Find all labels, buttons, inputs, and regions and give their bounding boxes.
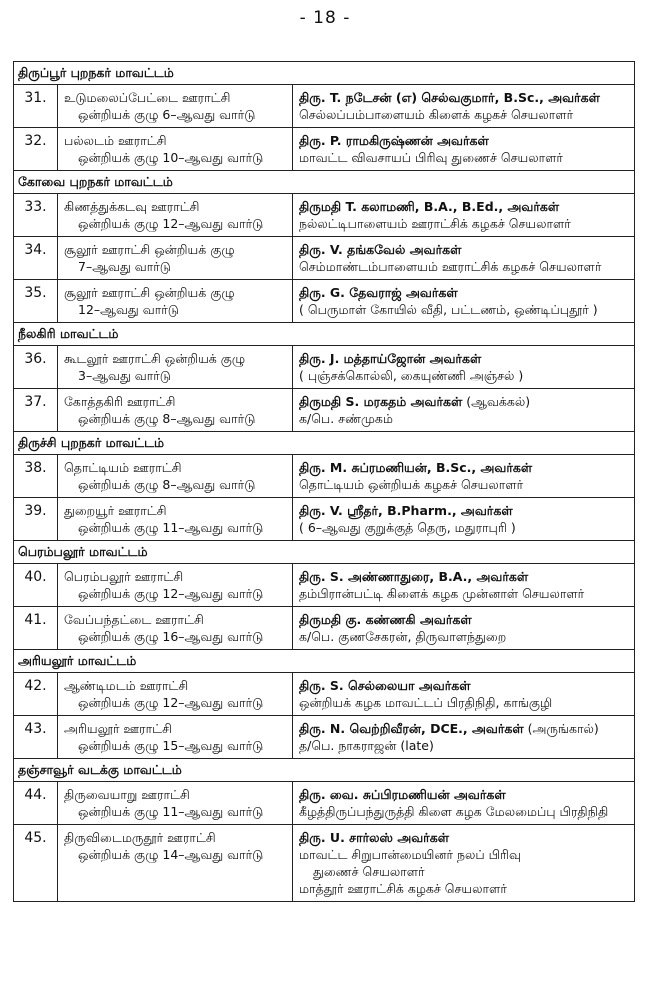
serial-number: 45. [14,825,58,902]
candidate-cell [293,782,635,825]
candidate-detail: த/பெ. நாகராஜன் (late) [299,738,434,753]
serial-number: 38. [14,455,58,498]
candidate-detail: ஒன்றியக் கழக மாவட்டப் பிரதிநிதி, காங்குழி [299,695,553,710]
table-row [14,782,635,825]
candidate-detail: நல்லட்டிபாளையம் ஊராட்சிக் கழகச் செயலாளர் [299,216,571,231]
candidate-name [299,829,630,846]
ward-cell [58,564,293,607]
candidate-cell [293,389,635,432]
district-heading: தஞ்சாவூர் வடக்கு மாவட்டம் [14,759,635,782]
candidate-detail: தொட்டியம் ஒன்றியக் கழகச் செயலாளர் [299,477,524,492]
ward-number: 3–ஆவது வார்டு [78,368,171,383]
district-heading: நீலகிரி மாவட்டம் [14,323,635,346]
district-heading: திருச்சி புறநகர் மாவட்டம் [14,432,635,455]
ward-number: ஒன்றியக் குழு 15–ஆவது வார்டு [78,738,264,753]
ward-union: உடுமலைப்பேட்டை ஊராட்சி [64,90,231,105]
ward-cell [58,237,293,280]
ward-union: துறையூர் ஊராட்சி [64,503,167,518]
ward-number: 12–ஆவது வார்டு [78,302,179,317]
serial-number: 32. [14,128,58,171]
ward-number: ஒன்றியக் குழு 16–ஆவது வார்டு [78,629,264,644]
candidate-name-text: திரு. G. தேவராஜ் அவர்கள் [299,285,458,300]
ward-cell [58,825,293,902]
ward-number: ஒன்றியக் குழு 8–ஆவது வார்டு [78,477,256,492]
ward-number: ஒன்றியக் குழு 14–ஆவது வார்டு [78,847,264,862]
candidate-name [299,611,630,628]
candidate-cell [293,455,635,498]
ward-cell [58,455,293,498]
candidate-detail: தம்பிரான்பட்டி கிளைக் கழக முன்னாள் செயலாளர் [299,586,585,601]
table-row [14,237,635,280]
ward-number: ஒன்றியக் குழு 8–ஆவது வார்டு [78,411,256,426]
table-row [14,455,635,498]
ward-union: கோத்தகிரி ஊராட்சி [64,394,176,409]
ward-cell [58,498,293,541]
candidate-detail: ( பெருமாள் கோயில் வீதி, பட்டணம், ஒண்டிப்புதூர் ) [299,302,598,317]
ward-union: தொட்டியம் ஊராட்சி [64,460,182,475]
district-row [14,323,635,346]
candidate-detail: கீழத்திருப்பந்துருத்தி கிளை கழக மேலமைப்பு பிரதிநிதி [299,804,609,819]
table-row [14,128,635,171]
table-row [14,607,635,650]
serial-number: 44. [14,782,58,825]
table-row [14,346,635,389]
candidate-name [299,459,630,476]
ward-union: திருவிடைமருதூர் ஊராட்சி [64,830,216,845]
ward-union: அரியலூர் ஊராட்சி [64,721,172,736]
candidate-name-text: திரு. V. ஸ்ரீதர், B.Pharm., அவர்கள் [299,503,513,518]
district-row [14,62,635,85]
candidate-name-text: திருமதி T. கலாமணி, B.A., B.Ed., அவர்கள் [299,199,560,214]
candidate-detail: மாத்தூர் ஊராட்சிக் கழகச் செயலாளர் [299,881,507,896]
ward-number: ஒன்றியக் குழு 6–ஆவது வார்டு [78,107,256,122]
ward-union: சூலூர் ஊராட்சி ஒன்றியக் குழு [64,242,235,257]
candidate-cell [293,673,635,716]
candidate-name [299,89,630,106]
ward-number: ஒன்றியக் குழு 11–ஆவது வார்டு [78,804,264,819]
candidate-table [13,61,635,902]
candidate-name-text: திரு. வை. சுப்பிரமணியன் அவர்கள் [299,787,506,802]
serial-number: 37. [14,389,58,432]
candidate-name [299,198,630,215]
ward-cell [58,346,293,389]
ward-union: திருவையாறு ஊராட்சி [64,787,190,802]
ward-cell [58,128,293,171]
table-row [14,825,635,902]
candidate-detail: மாவட்ட சிறுபான்மையினர் நலப் பிரிவு [299,847,521,862]
ward-cell [58,85,293,128]
candidate-name-text: திரு. J. மத்தாய்ஜோன் அவர்கள் [299,351,482,366]
ward-cell [58,782,293,825]
serial-number: 43. [14,716,58,759]
serial-number: 36. [14,346,58,389]
serial-number: 34. [14,237,58,280]
candidate-name [299,720,630,737]
district-row [14,541,635,564]
candidate-detail: செல்லப்பம்பாளையம் கிளைக் கழகச் செயலாளர் [299,107,574,122]
ward-union: கூடலூர் ஊராட்சி ஒன்றியக் குழு [64,351,246,366]
candidate-cell [293,280,635,323]
candidate-name [299,786,630,803]
ward-union: ஆண்டிமடம் ஊராட்சி [64,678,189,693]
table-row [14,564,635,607]
ward-cell [58,607,293,650]
candidate-name [299,132,630,149]
district-row [14,759,635,782]
ward-number: ஒன்றியக் குழு 11–ஆவது வார்டு [78,520,264,535]
candidate-detail: செம்மாண்டம்பாளையம் ஊராட்சிக் கழகச் செயலாளர் [299,259,602,274]
candidate-name-text: திரு. V. தங்கவேல் அவர்கள் [299,242,462,257]
candidate-place: (அருங்கால்) [523,721,599,736]
ward-union: கிணத்துக்கடவு ஊராட்சி [64,199,200,214]
candidate-name [299,502,630,519]
candidate-cell [293,85,635,128]
ward-union: பல்லடம் ஊராட்சி [64,133,167,148]
candidate-name-text: திரு. S. செல்லையா அவர்கள் [299,678,471,693]
serial-number: 42. [14,673,58,716]
candidate-name-text: திருமதி கு. கண்ணகி அவர்கள் [299,612,472,627]
ward-number: 7–ஆவது வார்டு [78,259,171,274]
candidate-name-text: திருமதி S. மரகதம் அவர்கள் [299,394,463,409]
candidate-name [299,568,630,585]
candidate-cell [293,825,635,902]
candidate-cell [293,128,635,171]
serial-number: 39. [14,498,58,541]
page-number: - 18 - [299,8,351,28]
candidate-cell [293,237,635,280]
table-row [14,673,635,716]
ward-number: ஒன்றியக் குழு 10–ஆவது வார்டு [78,150,264,165]
candidate-name-text: திரு. M. சுப்ரமணியன், B.Sc., அவர்கள் [299,460,533,475]
candidate-cell [293,607,635,650]
candidate-name-text: திரு. U. சார்லஸ் அவர்கள் [299,830,449,845]
serial-number: 41. [14,607,58,650]
candidate-cell [293,716,635,759]
candidate-name-text: திரு. S. அண்ணாதுரை, B.A., அவர்கள் [299,569,529,584]
table-row [14,498,635,541]
candidate-name [299,393,630,410]
candidate-name-text: திரு. T. நடேசன் (எ) செல்வகுமார், B.Sc., அவர்கள் [299,90,600,105]
candidate-detail: ( புஞ்சக்கொல்லி, கையுண்ணி அஞ்சல் ) [299,368,524,383]
ward-number: ஒன்றியக் குழு 12–ஆவது வார்டு [78,695,264,710]
ward-number: ஒன்றியக் குழு 12–ஆவது வார்டு [78,216,264,231]
candidate-name [299,284,630,301]
candidate-name [299,677,630,694]
ward-number: ஒன்றியக் குழு 12–ஆவது வார்டு [78,586,264,601]
candidate-name [299,350,630,367]
ward-union: வேப்பந்தட்டை ஊராட்சி [64,612,204,627]
table-row [14,85,635,128]
serial-number: 35. [14,280,58,323]
candidate-cell [293,194,635,237]
candidate-cell [293,346,635,389]
district-heading: அரியலூர் மாவட்டம் [14,650,635,673]
candidate-name-text: திரு. P. ராமகிருஷ்ணன் அவர்கள் [299,133,489,148]
ward-cell [58,389,293,432]
district-heading: பெரம்பலூர் மாவட்டம் [14,541,635,564]
table-row [14,194,635,237]
district-heading: திருப்பூர் புறநகர் மாவட்டம் [14,62,635,85]
candidate-place: (ஆவக்கல்) [462,394,531,409]
ward-cell [58,194,293,237]
candidate-detail: ( 6–ஆவது குறுக்குத் தெரு, மதுராபுரி ) [299,520,516,535]
candidate-detail: மாவட்ட விவசாயப் பிரிவு துணைச் செயலாளர் [299,150,563,165]
candidate-name [299,241,630,258]
candidate-detail: க/பெ. சண்முகம் [299,411,393,426]
ward-cell [58,280,293,323]
candidate-cell [293,498,635,541]
ward-cell [58,716,293,759]
district-heading: கோவை புறநகர் மாவட்டம் [14,171,635,194]
district-row [14,650,635,673]
serial-number: 31. [14,85,58,128]
table-row [14,389,635,432]
serial-number: 33. [14,194,58,237]
ward-union: சூலூர் ஊராட்சி ஒன்றியக் குழு [64,285,235,300]
candidate-cell [293,564,635,607]
table-row [14,280,635,323]
serial-number: 40. [14,564,58,607]
ward-union: பெரம்பலூர் ஊராட்சி [64,569,184,584]
candidate-name-text: திரு. N. வெற்றிவீரன், DCE., அவர்கள் [299,721,524,736]
candidate-detail: துணைச் செயலாளர் [313,864,425,879]
candidate-detail: க/பெ. குணசேகரன், திருவாளந்துறை [299,629,507,644]
district-row [14,432,635,455]
district-row [14,171,635,194]
ward-cell [58,673,293,716]
table-row [14,716,635,759]
